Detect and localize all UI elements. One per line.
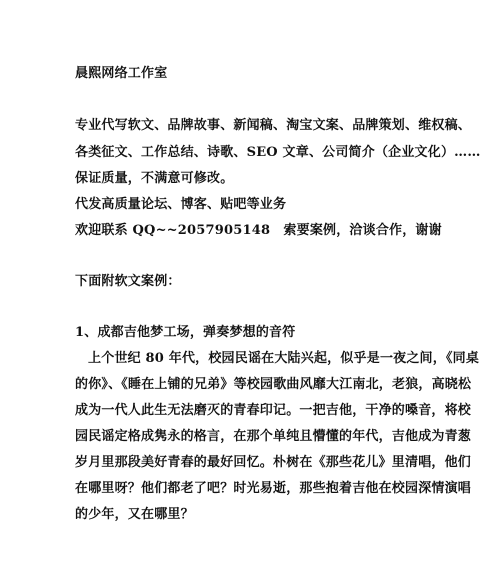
services-line-4: 代发高质量论坛、博客、贴吧等业务 bbox=[75, 197, 287, 212]
services-line-3: 保证质量，不满意可修改。 bbox=[75, 171, 234, 186]
studio-title: 晨熙网络工作室 bbox=[75, 66, 168, 81]
contact-line: 欢迎联系 QQ~~2057905148 索要案例，洽谈合作，谢谢 bbox=[75, 223, 442, 238]
case-paragraph-line-7: 的少年，又在哪里？ bbox=[75, 507, 194, 522]
case-paragraph-line-6: 在哪里呀？他们都老了吧？时光易逝，那些抱着吉他在校园深情演唱 bbox=[75, 481, 472, 496]
case-paragraph-line-1: 上个世纪 80 年代，校园民谣在大陆兴起，似乎是一夜之间，《同桌 bbox=[88, 351, 480, 366]
case-paragraph-line-4: 园民谣定格成隽永的格言，在那个单纯且懵懂的年代，吉他成为青葱 bbox=[75, 429, 472, 444]
case-title: 1、成都吉他梦工场，弹奏梦想的音符 bbox=[75, 325, 296, 340]
case-paragraph-line-5: 岁月里那段美好青春的最好回忆。朴树在《那些花儿》里清唱，他们 bbox=[75, 455, 472, 470]
case-paragraph-line-3: 成为一代人此生无法磨灭的青春印记。一把吉他，干净的嗓音，将校 bbox=[75, 403, 472, 418]
services-line-2: 各类征文、工作总结、诗歌、SEO 文章、公司简介（企业文化）…… bbox=[75, 145, 481, 160]
case-paragraph-line-2: 的你》、《睡在上铺的兄弟》等校园歌曲风靡大江南北，老狼，高晓松 bbox=[75, 377, 472, 392]
examples-heading: 下面附软文案例： bbox=[75, 274, 181, 289]
services-line-1: 专业代写软文、品牌故事、新闻稿、淘宝文案、品牌策划、维权稿、 bbox=[75, 118, 472, 133]
